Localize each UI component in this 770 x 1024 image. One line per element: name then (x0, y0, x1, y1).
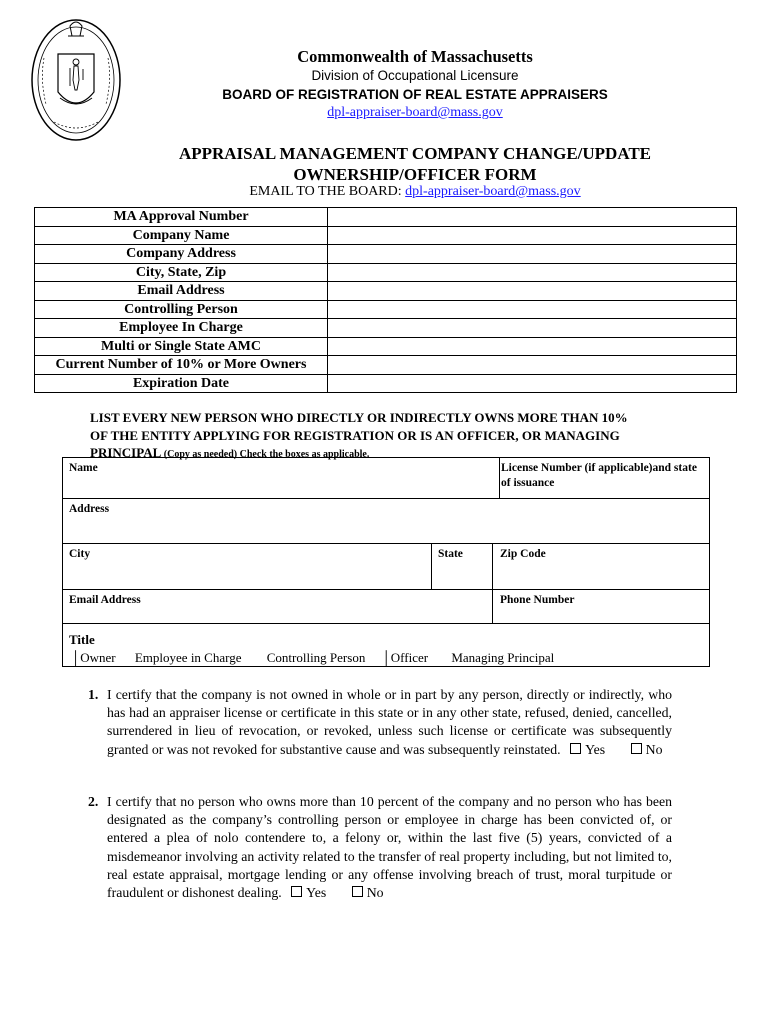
info-value-field[interactable] (328, 356, 737, 375)
info-value-field[interactable] (328, 319, 737, 338)
info-label: Email Address (35, 282, 328, 301)
state-field[interactable] (431, 543, 493, 590)
cert2-number: 2. (88, 794, 99, 809)
info-row (35, 282, 737, 301)
state-label: State (438, 548, 463, 560)
title-row (62, 623, 710, 667)
header-division: Division of Occupational Licensure (311, 68, 519, 83)
info-label: Expiration Date (35, 374, 328, 393)
cert2-text: I certify that no person who owns more than 10 percent of the company and no person who has been designated as the company’s controlling person or employee in charge has been convicted of, or entered a plea of nolo contendere to, a felony or, within the last five (5) years, convicted of a misdemeanor involving an activity related to the transfer of real property including, but not limited to, real estate appraisal, mortgage lending or any offense involving breach of trust, moral turpitude or fraudulent or dishonest dealing. (107, 794, 672, 901)
cert1-no-label: No (645, 741, 663, 757)
info-label: MA Approval Number (35, 208, 328, 227)
form-title (120, 143, 710, 185)
license-label: License Number (if applicable)and state of issuance (501, 462, 697, 489)
instructions-line3: PRINCIPAL (90, 445, 161, 460)
city-field[interactable] (62, 543, 432, 590)
managing-principal-checkbox[interactable] (451, 650, 554, 665)
instructions-line1: LIST EVERY NEW PERSON WHO DIRECTLY OR INDIRECTLY OWNS MORE THAN 10% (90, 410, 628, 425)
cert2-yes-label: Yes (306, 885, 327, 901)
email-field[interactable] (62, 589, 493, 624)
title-option-officer: Officer (390, 650, 429, 665)
info-value-field[interactable] (328, 263, 737, 282)
form-title-line1: APPRAISAL MANAGEMENT COMPANY CHANGE/UPDATE (178, 144, 652, 163)
massachusetts-seal (30, 14, 122, 142)
cert1-text: I certify that the company is not owned in whole or in part by any person, directly or indirectly, who has had an appraiser license or certificate in this state or in any other state, refused, denied, cancelled, surrendered in lieu of revocation, or revoked, unless such license or certificate was subsequently granted or was not revoked for substantive cause and was subsequently reinstated. (107, 687, 672, 757)
company-info-table (34, 207, 737, 393)
header-title: Commonwealth of Massachusetts (297, 47, 533, 66)
info-label: Current Number of 10% or More Owners (35, 356, 328, 375)
info-value-field[interactable] (328, 208, 737, 227)
info-value-field[interactable] (328, 282, 737, 301)
zip-field[interactable] (492, 543, 710, 590)
instructions-line2: OF THE ENTITY APPLYING FOR REGISTRATION OR IS AN OFFICER, OR MANAGING (90, 427, 620, 443)
cert1-no-checkbox[interactable] (631, 743, 642, 754)
header-board: BOARD OF REGISTRATION OF REAL ESTATE APPRAISERS (222, 87, 608, 102)
owner-checkbox[interactable]: │Owner (71, 650, 116, 665)
instructions (90, 409, 690, 464)
cert1-text-wrap (107, 686, 672, 759)
board-email-link[interactable]: dpl-appraiser-board@mass.gov (405, 184, 581, 199)
name-label: Name (69, 462, 98, 474)
info-value-field[interactable] (328, 337, 737, 356)
info-row (35, 374, 737, 393)
city-label: City (69, 548, 91, 560)
employee-in-charge-checkbox[interactable] (135, 650, 242, 665)
info-label: Company Address (35, 245, 328, 264)
info-label: Controlling Person (35, 300, 328, 319)
info-row (35, 245, 737, 264)
info-row (35, 263, 737, 282)
form-title-line2: OWNERSHIP/OFFICER FORM (293, 165, 537, 184)
info-value-field[interactable] (328, 300, 737, 319)
phone-field[interactable] (492, 589, 710, 624)
certification-1 (88, 686, 672, 759)
info-label: Multi or Single State AMC (35, 337, 328, 356)
email-prefix: EMAIL TO THE BOARD: (249, 184, 402, 199)
cert2-no-checkbox[interactable] (352, 886, 363, 897)
info-value-field[interactable] (328, 245, 737, 264)
title-option-managing: Managing Principal (451, 650, 555, 665)
info-row (35, 356, 737, 375)
title-option-owner: Owner (80, 650, 116, 665)
certification-2 (88, 793, 672, 902)
title-option-employee: Employee in Charge (134, 650, 242, 665)
cert1-number: 1. (88, 687, 99, 702)
address-field[interactable] (62, 498, 710, 544)
title-option-controlling: Controlling Person (266, 650, 366, 665)
info-row (35, 208, 737, 227)
info-label: Company Name (35, 226, 328, 245)
info-label: City, State, Zip (35, 263, 328, 282)
name-field[interactable] (62, 457, 500, 499)
cert2-text-wrap (107, 793, 672, 902)
zip-label: Zip Code (500, 548, 546, 560)
header-email-link[interactable]: dpl-appraiser-board@mass.gov (327, 105, 503, 120)
cert2-yes-checkbox[interactable] (291, 886, 302, 897)
info-row (35, 337, 737, 356)
info-value-field[interactable] (328, 226, 737, 245)
address-label: Address (69, 503, 110, 515)
cert2-no-label: No (366, 885, 384, 901)
info-value-field[interactable] (328, 374, 737, 393)
cert1-yes-label: Yes (585, 741, 606, 757)
info-row (35, 226, 737, 245)
info-row (35, 300, 737, 319)
phone-label: Phone Number (500, 594, 575, 606)
title-label: Title (69, 632, 95, 647)
cert1-yes-checkbox[interactable] (570, 743, 581, 754)
controlling-person-checkbox[interactable] (267, 650, 366, 665)
instructions-note: (Copy as needed) Check the boxes as applicable. (163, 449, 370, 460)
email-label: Email Address (69, 594, 141, 606)
officer-checkbox[interactable]: │Officer (381, 650, 429, 665)
info-row (35, 319, 737, 338)
license-field[interactable] (499, 457, 710, 499)
email-to-board (150, 184, 680, 200)
title-options (71, 650, 554, 666)
info-label: Employee In Charge (35, 319, 328, 338)
